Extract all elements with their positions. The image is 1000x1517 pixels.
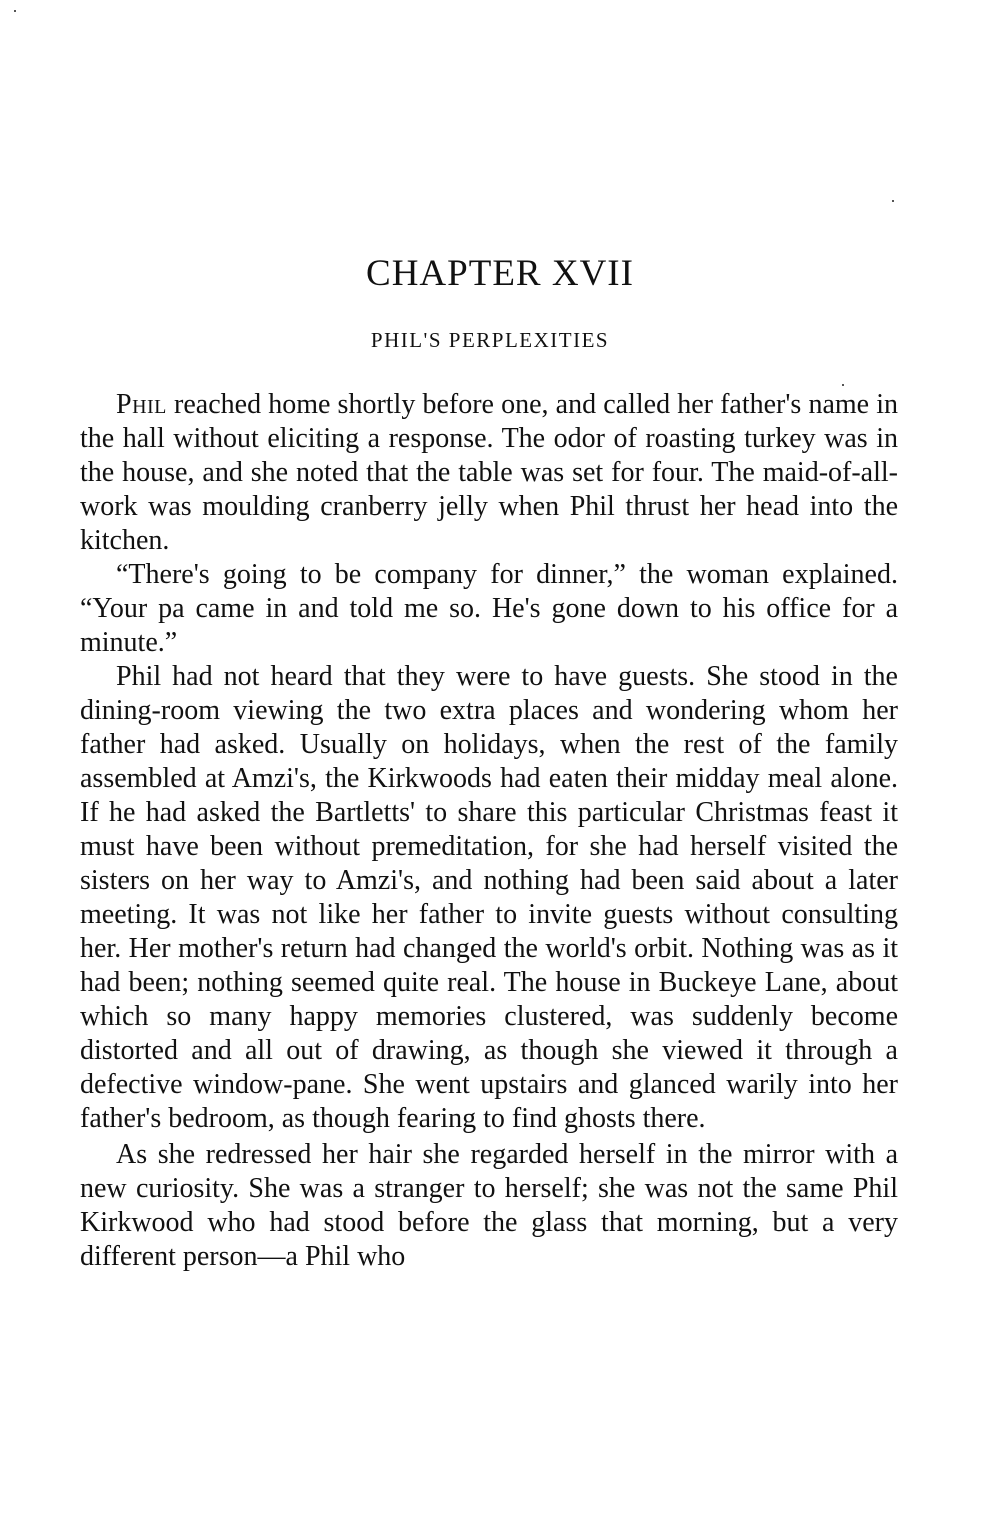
paragraph [80, 388, 898, 558]
chapter-body [80, 388, 898, 1274]
paragraph [80, 1138, 898, 1274]
paragraph [80, 558, 898, 660]
chapter-title: CHAPTER XVII [366, 253, 634, 294]
paragraph [80, 660, 898, 1136]
paragraph-lead-word: Phil [116, 389, 167, 420]
scan-speck [14, 10, 16, 12]
paragraph-text: Phil had not heard that they were to have guests. She stood in the dining-room viewing the two extra places and wondering whom her father had asked. Usually on holidays, when the rest of the family assembled at Amzi's, the Kirkwoods had eaten their midday meal alone. If he had asked the Bartletts' to share this particular Christmas feast it must have been without premeditation, for she had herself visited the sisters on her way to Amzi's, and nothing had been said about a later meeting. It was not like her father to invite guests without consulting her. Her mother's return had changed the world's orbit. Nothing was as it had been; nothing seemed quite real. The house in Buckeye Lane, about which so many happy memories clustered, was suddenly become distorted and all out of drawing, as though she viewed it through a defective window-pane. She went upstairs and glanced warily into her father's bedroom, as though fearing to find ghosts there. [80, 661, 898, 1134]
scan-speck [842, 384, 844, 386]
paragraph-text: As she redressed her hair she regarded herself in the mirror with a new curiosity. She was a stranger to herself; she was not the same Phil Kirkwood who had stood before the glass that morning, but a very different person—a Phil who [80, 1139, 898, 1272]
paragraph-text: “There's going to be company for dinner,” the woman explained. “Your pa came in and told me so. He's gone down to his office for a minute.” [80, 559, 898, 658]
chapter-subtitle: PHIL'S PERPLEXITIES [370, 328, 610, 352]
scan-speck [892, 200, 894, 202]
paragraph-text: reached home shortly before one, and called her father's name in the hall without eliciting a response. The odor of roasting turkey was in the house, and she noted that the table was set for four. The maid-of-all-work was moulding cranberry jelly when Phil thrust her head into the kitchen. [80, 389, 898, 556]
